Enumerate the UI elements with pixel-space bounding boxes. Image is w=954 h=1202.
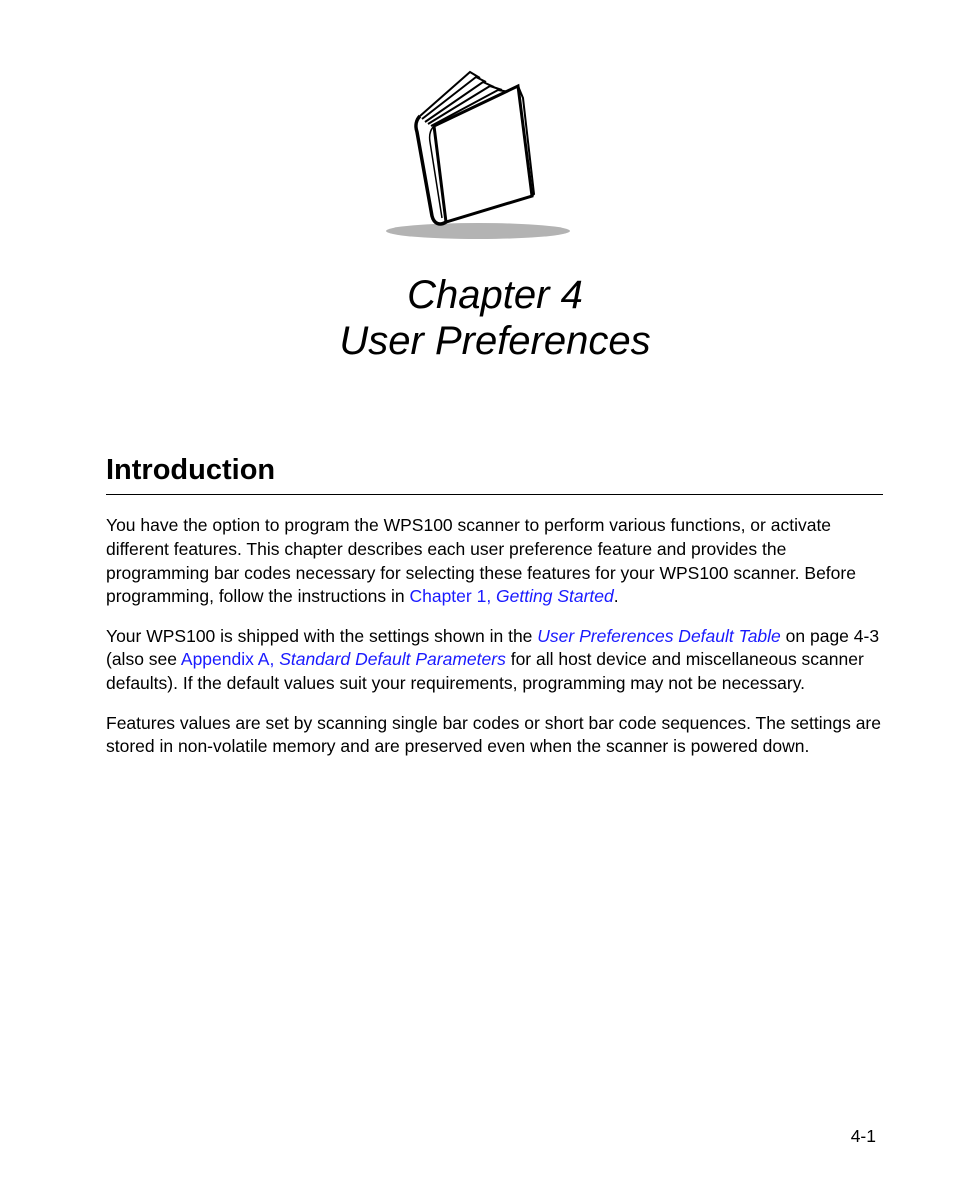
paragraph-3: Features values are set by scanning single bar codes or short bar code sequences. The settings are stored in non-volatile memory and are preserved even when the scanner is powered down. [106, 712, 881, 757]
link-user-preferences-default-table[interactable]: User Preferences Default Table [537, 625, 781, 646]
chapter-title [0, 272, 954, 364]
link-appendix-a[interactable]: Appendix A, [180, 649, 280, 670]
chapter-name: User Preferences [339, 319, 651, 363]
link-standard-default-parameters[interactable]: Standard Default Parameters [279, 649, 506, 670]
section-divider [106, 494, 883, 495]
section-heading: Introduction [106, 454, 276, 486]
link-getting-started[interactable]: Getting Started [496, 586, 614, 607]
chapter-number: Chapter 4 [407, 273, 583, 317]
link-chapter-1[interactable]: Chapter 1, [409, 586, 497, 607]
paragraph-2: Your WPS100 is shipped with the settings shown in the User Preferences Default Table on page 4-3 (also see Appendix A, Standard Default Parameters for all host device and miscellaneous scanner defaults). If the default values suit your requirements, programming may not be necessary. [106, 625, 880, 694]
paragraph-1: You have the option to program the WPS100 scanner to perform various functions, or activate different features. This chapter describes each user preference feature and provides the programming bar codes necessary for selecting these features for your WPS100 scanner. Before programming, follow the instructions in Chapter 1, Getting Started. [106, 515, 856, 607]
body-text [106, 514, 886, 775]
book-icon [384, 68, 572, 242]
page-number: 4-1 [850, 1126, 876, 1146]
